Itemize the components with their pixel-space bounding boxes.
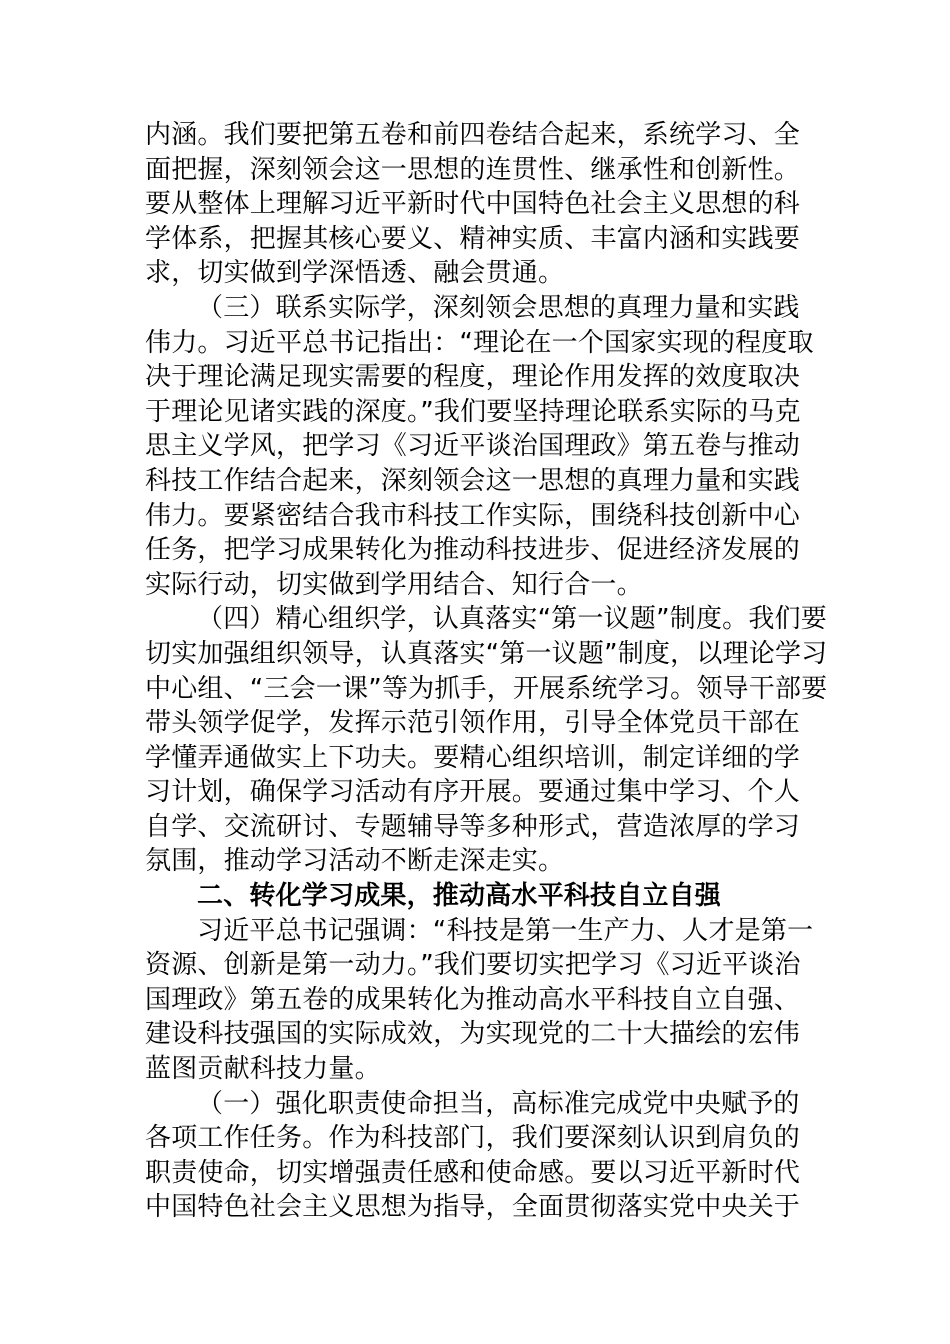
text-line: 内涵。我们要把第五卷和前四卷结合起来，系统学习、全	[145, 120, 801, 150]
section-heading: 二、转化学习成果，推动高水平科技自立自强	[197, 881, 722, 912]
text-line: 蓝图贡献科技力量。	[145, 1054, 381, 1085]
text-line: 国理政》第五卷的成果转化为推动高水平科技自立自强、	[145, 984, 801, 1015]
text-line: 自学、交流研讨、专题辅导等多种形式，营造浓厚的学习	[145, 811, 801, 842]
text-line: 思主义学风，把学习《习近平谈治国理政》第五卷与推动	[145, 431, 801, 462]
text-line: 氛围，推动学习活动不断走深走实。	[145, 846, 565, 877]
text-line: 伟力。习近平总书记指出：“理论在一个国家实现的程度取	[145, 327, 814, 358]
text-line: 资源、创新是第一动力。”我们要切实把学习《习近平谈治	[145, 950, 801, 981]
text-line: 于理论见诸实践的深度。”我们要坚持理论联系实际的马克	[145, 396, 801, 427]
text-line: 中心组、“三会一课”等为抓手，开展系统学习。领导干部要	[145, 673, 828, 704]
text-line: 习近平总书记强调：“科技是第一生产力、人才是第一	[197, 915, 814, 946]
text-line: 任务，把学习成果转化为推动科技进步、促进经济发展的	[145, 535, 801, 566]
text-line: 中国特色社会主义思想为指导，全面贯彻落实党中央关于	[145, 1192, 801, 1223]
text-line: 要从整体上理解习近平新时代中国特色社会主义思想的科	[145, 189, 801, 220]
text-line: 科技工作结合起来，深刻领会这一思想的真理力量和实践	[145, 465, 801, 496]
body-text	[145, 118, 828, 1225]
text-line: 伟力。要紧密结合我市科技工作实际，围绕科技创新中心	[145, 500, 801, 531]
text-line: 求，切实做到学深悟透、融会贯通。	[145, 258, 565, 289]
text-line: （三）联系实际学，深刻领会思想的真理力量和实践	[197, 292, 800, 323]
text-line: （四）精心组织学，认真落实“第一议题”制度。我们要	[197, 604, 827, 635]
text-line: 职责使命，切实增强责任感和使命感。要以习近平新时代	[145, 1157, 801, 1188]
text-line: 切实加强组织领导，认真落实“第一议题”制度，以理论学习	[145, 638, 828, 669]
text-line: （一）强化职责使命担当，高标准完成党中央赋予的	[197, 1088, 800, 1119]
text-line: 决于理论满足现实需要的程度，理论作用发挥的效度取决	[145, 362, 801, 393]
text-line: 各项工作任务。作为科技部门，我们要深刻认识到肩负的	[145, 1123, 801, 1154]
text-line: 实际行动，切实做到学用结合、知行合一。	[145, 569, 643, 600]
text-line: 习计划，确保学习活动有序开展。要通过集中学习、个人	[145, 777, 801, 808]
text-line: 面把握，深刻领会这一思想的连贯性、继承性和创新性。	[145, 154, 801, 185]
text-line: 带头领学促学，发挥示范引领作用，引导全体党员干部在	[145, 708, 801, 739]
text-line: 学体系，把握其核心要义、精神实质、丰富内涵和实践要	[145, 223, 801, 254]
text-line: 建设科技强国的实际成效，为实现党的二十大描绘的宏伟	[145, 1019, 801, 1050]
text-line: 学懂弄通做实上下功夫。要精心组织培训，制定详细的学	[145, 742, 801, 773]
